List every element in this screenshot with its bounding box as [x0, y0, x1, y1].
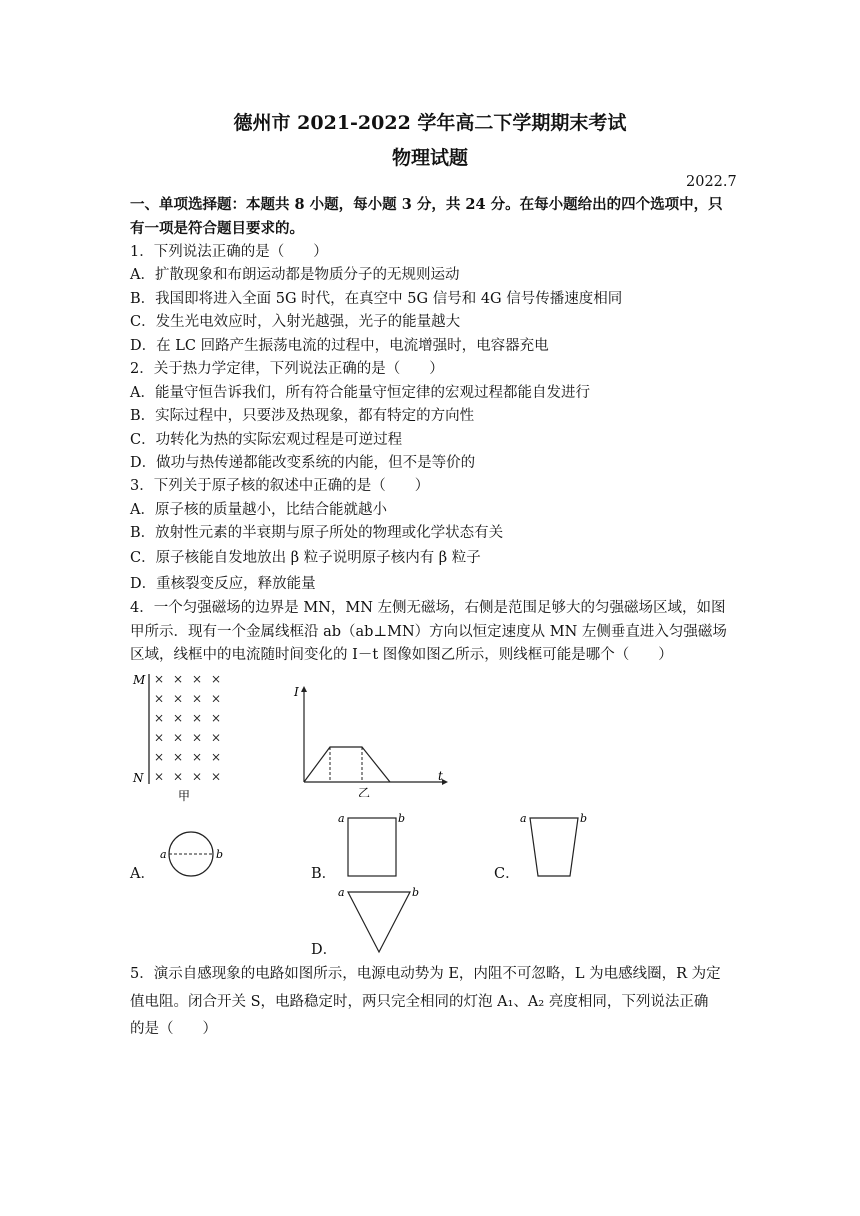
cross-mark: × [192, 750, 203, 764]
caption-yi: 乙 [358, 786, 371, 797]
q2-option-c: C．功转化为热的实际宏观过程是可逆过程 [130, 432, 403, 448]
label-a: a [160, 848, 167, 861]
cross-mark: × [192, 711, 203, 725]
q1-option-b: B．我国即将进入全面 5G 时代，在真空中 5G 信号和 4G 信号传播速度相同 [130, 291, 623, 307]
cross-mark: × [154, 750, 165, 764]
exam-subtitle: 物理试题 [391, 147, 468, 169]
label-b: b [412, 886, 420, 899]
q5-stem-line2: 值电阻。闭合开关 S，电路稳定时，两只完全相同的灯泡 A₁、A₂ 亮度相同，下列说法正确 [130, 994, 709, 1010]
i-axis-label: I [294, 685, 299, 699]
cross-mark: × [173, 750, 184, 764]
triangle-frame [348, 892, 410, 952]
cross-mark: × [211, 769, 222, 784]
q5-stem-line1: 5．演示自感现象的电路如图所示，电源电动势为 E，内阻不可忽略，L 为电感线圈，R 为定 [130, 966, 721, 982]
cross-mark: × [154, 769, 165, 784]
label-b: b [398, 812, 406, 825]
label-a: a [338, 886, 345, 899]
q2-option-d: D．做功与热传递都能改变系统的内能，但不是等价的 [130, 455, 476, 471]
q4-option-b-label: B． [311, 866, 337, 882]
rectangle-frame [348, 818, 396, 876]
cross-mark: × [192, 730, 203, 745]
cross-mark: × [192, 691, 203, 706]
exam-title: 德州市 2021-2022 学年高二下学期期末考试 [233, 112, 627, 134]
q4-option-d-label: D． [311, 942, 338, 958]
section-heading-line2: 有一项是符合题目要求的。 [130, 220, 304, 237]
caption-jia: 甲 [178, 789, 191, 803]
magnetic-field-crosses [154, 672, 221, 784]
label-n: N [133, 771, 144, 785]
q3-option-c: C．原子核能自发地放出 β 粒子说明原子核内有 β 粒子 [130, 550, 481, 566]
cross-mark: × [211, 750, 222, 764]
t-axis-arrow-icon [442, 779, 448, 785]
cross-mark: × [173, 711, 184, 725]
q1-stem: 1．下列说法正确的是（ ） [130, 244, 328, 260]
option-b-rectangle-frame [336, 808, 408, 884]
trapezoid-frame [530, 818, 578, 876]
current-curve [304, 747, 390, 782]
cross-mark: × [173, 672, 184, 686]
figure-current-time-graph [290, 682, 450, 801]
cross-mark: × [154, 730, 165, 745]
label-a: a [338, 812, 345, 825]
q2-option-b: B．实际过程中，只要涉及热现象，都有特定的方向性 [130, 408, 475, 424]
figure-magnetic-field [128, 668, 238, 808]
option-a-circle-frame [158, 826, 232, 886]
q5-stem-line3: 的是（ ） [130, 1021, 217, 1037]
option-d-triangle-frame [336, 882, 420, 958]
cross-mark: × [192, 672, 203, 686]
q3-stem: 3．下列关于原子核的叙述中正确的是（ ） [130, 478, 430, 494]
q1-option-a: A．扩散现象和布朗运动都是物质分子的无规则运动 [130, 267, 460, 283]
q4-option-c-label: C． [494, 866, 520, 882]
q3-option-d: D．重核裂变反应，释放能量 [130, 576, 316, 592]
section-heading-line1: 一、单项选择题：本题共 8 小题，每小题 3 分，共 24 分。在每小题给出的四个选项中，只 [130, 196, 723, 213]
label-b: b [580, 812, 588, 825]
cross-mark: × [211, 691, 222, 706]
q4-stem-line1: 4．一个匀强磁场的边界是 MN，MN 左侧无磁场，右侧是范围足够大的匀强磁场区域，如图 [130, 600, 726, 616]
exam-date: 2022.7 [686, 174, 737, 190]
cross-mark: × [154, 691, 165, 706]
q1-option-d: D．在 LC 回路产生振荡电流的过程中，电流增强时，电容器充电 [130, 338, 549, 354]
q3-option-b: B．放射性元素的半衰期与原子所处的物理或化学状态有关 [130, 525, 504, 541]
cross-mark: × [173, 691, 184, 706]
option-c-trapezoid-frame [518, 808, 590, 884]
q1-option-c: C．发生光电效应时，入射光越强，光子的能量越大 [130, 314, 461, 330]
cross-mark: × [173, 730, 184, 745]
cross-mark: × [211, 672, 222, 686]
q4-stem-line3: 区域，线框中的电流随时间变化的 I－t 图像如图乙所示，则线框可能是哪个（ ） [130, 647, 673, 663]
q2-stem: 2．关于热力学定律，下列说法正确的是（ ） [130, 361, 444, 377]
cross-mark: × [211, 730, 222, 745]
q3-option-a: A．原子核的质量越小，比结合能就越小 [130, 502, 387, 518]
label-b: b [216, 848, 224, 861]
cross-mark: × [192, 769, 203, 784]
q4-option-a-label: A． [130, 866, 155, 882]
q2-option-a: A．能量守恒告诉我们，所有符合能量守恒定律的宏观过程都能自发进行 [130, 385, 590, 401]
cross-mark: × [154, 672, 165, 686]
cross-mark: × [211, 711, 222, 725]
cross-mark: × [154, 711, 165, 725]
q4-stem-line2: 甲所示．现有一个金属线框沿 ab（ab⊥MN）方向以恒定速度从 MN 左侧垂直进入匀强磁场 [130, 624, 727, 640]
label-m: M [133, 673, 146, 687]
cross-mark: × [173, 769, 184, 784]
t-axis-label: t [438, 769, 443, 783]
i-axis-arrow-icon [301, 686, 307, 692]
label-a: a [520, 812, 527, 825]
